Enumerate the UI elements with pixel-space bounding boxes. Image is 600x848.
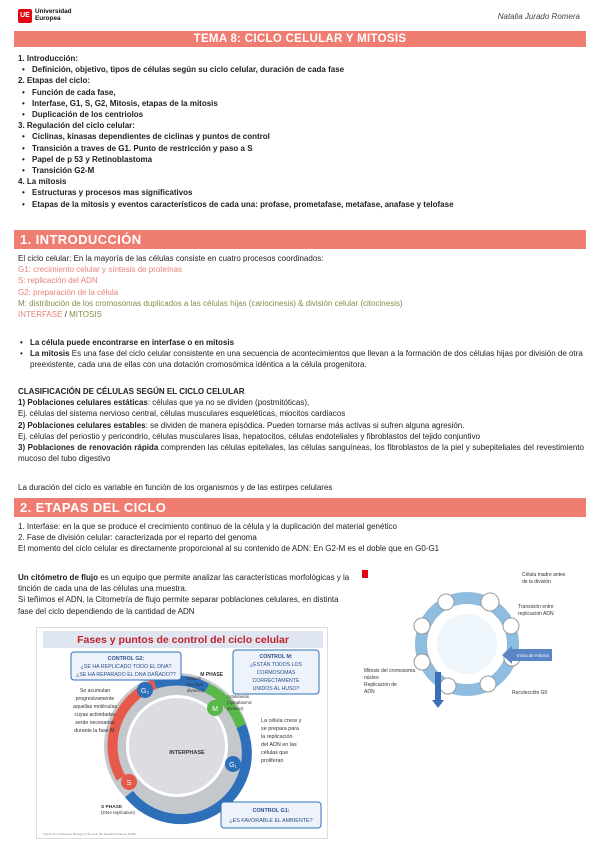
class-static-title: 1) Poblaciones celulares estáticas <box>18 398 148 408</box>
table-of-contents <box>18 53 584 210</box>
phase-s: S: replicación del ADN <box>18 276 98 286</box>
interfase-label: INTERFASE <box>18 310 63 320</box>
cycle-center <box>437 614 497 674</box>
mitosis-label: mitosis <box>187 676 202 681</box>
control-g1-box <box>221 802 321 828</box>
transition-label: replicación ADN <box>518 611 554 617</box>
left-note-line: cuyas actividades <box>74 712 116 718</box>
logo-mark: UE <box>18 9 32 23</box>
author-name: Natalia Jurado Romera <box>497 12 580 21</box>
toc-subitem: • Estructuras y procesos mas significativos <box>18 187 584 198</box>
phase-m: M: distribución de los cromosomas duplicados a las células hijas (cariocinesis) & división celular (citocinesis) <box>18 298 403 308</box>
toc-item-1: 1. Introducción: <box>18 54 78 63</box>
phase-g2: G2: preparación de la célula <box>18 287 119 297</box>
control-g2-q1: ¿SE HA REPLICADO TODO EL DNA? <box>80 664 172 670</box>
cytokinesis-label: (cytoplasmic <box>227 700 253 705</box>
duration-text: La duración del ciclo es variable en función de los organismos y de las estirpes celulares <box>18 483 333 492</box>
left-label: Replicación de <box>364 682 397 688</box>
cell-icon <box>414 654 430 670</box>
cell-icon <box>503 618 519 634</box>
control-m-line: CORRECTAMENTE <box>252 678 300 684</box>
control-g1-title: CONTROL G1: <box>252 808 290 814</box>
page-header <box>0 0 600 30</box>
right-note-line: proliferan <box>261 758 284 764</box>
bottom-label: Recolección G0 <box>512 690 548 696</box>
control-m-line: ¿ESTÁN TODOS LOS <box>250 662 302 668</box>
left-label: núcleo <box>364 675 379 681</box>
right-note-line: se prepara para <box>261 726 300 732</box>
toc-item-4: 4. La mitosis <box>18 177 67 187</box>
class-rapid-desc: comprenden las células epiteliales, las células sanguíneas, los fibroblastos de la piel y subepiteliales del revestimiento mucoso del tubo digestivo <box>18 443 584 464</box>
mitosis-label: (nuclear <box>187 682 204 687</box>
bullet-mitosis-def <box>18 348 584 370</box>
mitosis-definition: Es una fase del ciclo celular consistente en una secuencia de acontecimientos que llevan a la formación de dos células hijas por división de otra preexistente, cada una de ellas con una dotación cromosómica idéntica a la célula progenitora. <box>30 349 583 370</box>
cytometer-bold: Un citómetro de flujo <box>18 573 98 582</box>
cell-division-figure <box>362 566 584 710</box>
right-note-line: la replicación <box>261 734 293 740</box>
control-m-line: CORMOSOMAS <box>256 670 296 676</box>
cytometer-def <box>18 572 352 594</box>
mitosis-arrow-label: Inicio de mitosis <box>516 653 550 658</box>
cytokinesis-label: division) <box>227 706 244 711</box>
cell-icon <box>414 618 430 634</box>
red-tab <box>362 570 368 578</box>
university-logo <box>18 9 72 23</box>
toc-subitem: • Función de cada fase, <box>18 87 584 98</box>
bullet-interfase-mitosis: • La célula puede encontrarse en interfase o en mitosis <box>18 337 584 348</box>
control-m-title: CONTROL M: <box>259 654 293 660</box>
down-arrow-shaft <box>435 672 441 700</box>
toc-subitem: • Duplicación de los centriolos <box>18 109 584 120</box>
top-label: de la división <box>522 579 551 585</box>
cell-icon <box>438 594 454 610</box>
left-note-line: serán necesarias <box>75 720 115 726</box>
top-label: Célula madre antes <box>522 572 566 578</box>
s-phase-label: S PHASE <box>101 805 123 810</box>
mitosis-bold: La mitosis <box>30 349 70 359</box>
toc-subitem: • Ciclinas, kinasas dependientes de ciclinas y puntos de control <box>18 131 584 142</box>
mitosis-label: MITOSIS <box>69 310 102 320</box>
section-1-intro <box>18 253 584 320</box>
toc-subitem: • Transición a traves de G1. Punto de restricción y paso a S <box>18 143 584 154</box>
toc-subitem: • Interfase, G1, S, G2, Mitosis, etapas de la mitosis <box>18 98 584 109</box>
mitosis-label: division) <box>187 688 204 693</box>
toc-item-3: 3. Regulación del ciclo celular: <box>18 121 135 131</box>
cytokinesis-label: cytokinesis <box>227 694 250 699</box>
logo-line-2: Europea <box>35 15 61 22</box>
division-diagram <box>362 566 584 710</box>
class-rapid-title: 3) Poblaciones de renovación rápida <box>18 443 159 453</box>
right-note-line: células que <box>261 750 289 756</box>
s-node-label: S <box>126 780 132 787</box>
g2-node-label: G₂ <box>140 688 150 695</box>
page-title: TEMA 8: CICLO CELULAR Y MITOSIS <box>14 31 586 47</box>
left-note-line: aquellas moléculas <box>72 704 118 710</box>
toc-subitem: • Transición G2-M <box>18 165 584 176</box>
cell-cycle-diagram <box>37 628 328 839</box>
phase-g1: G1: crecimiento celular y síntesis de proteínas <box>18 265 183 275</box>
transition-label: Transición entre <box>518 604 554 610</box>
toc-subitem: • Papel de p 53 y Retinoblastoma <box>18 154 584 165</box>
cell-icon <box>480 676 496 692</box>
cytometer-dna: Si teñimos el ADN, la Citometría de flujo permite separar poblaciones celulares, en distinta fase del ciclo dependiendo de la cantidad de ADN <box>18 595 339 616</box>
flow-cytometer-text <box>18 572 352 617</box>
stage-division: 2. Fase de división celular: caracterizada por el reparto del genoma <box>18 533 257 543</box>
cytometer-desc: es un equipo que permite analizar las características morfológicas y la tinción de cada una de las células una muestra. <box>18 573 350 594</box>
duration-note <box>18 482 584 493</box>
left-label: Mitosis del cromosoma <box>364 668 416 674</box>
classification-title: CLASIFICACIÓN DE CÉLULAS SEGÚN EL CICLO CELULAR <box>18 387 245 396</box>
logo-line-1: Universidad <box>35 8 72 16</box>
left-note-line: Se acumulan <box>79 688 111 694</box>
right-note-line: La célula crece y <box>261 718 302 724</box>
section-2-heading: 2. ETAPAS DEL CICLO <box>14 498 586 517</box>
left-note-line: durante la fase M. <box>74 728 116 734</box>
interfase-mitosis <box>18 309 584 320</box>
cell-icon <box>481 593 499 611</box>
down-arrow-head <box>432 700 444 708</box>
left-note-line: progresivamente <box>75 696 115 702</box>
section-1-bullets <box>18 337 584 371</box>
section-2-intro <box>18 521 584 555</box>
slash: / <box>62 310 70 320</box>
stage-interfase: 1. Interfase: en la que se produce el crecimiento continuo de la célula y la duplicación del material genético <box>18 522 397 531</box>
control-g2-q2: ¿SE HA REPARADO EL DNA DAÑADO?? <box>76 672 176 678</box>
control-g1-q: ¿ES FAVORABLE EL AMBIENTE? <box>229 818 313 824</box>
section-1-heading: 1. INTRODUCCIÓN <box>14 230 586 249</box>
class-static <box>18 397 584 408</box>
interphase-label: INTERPHASE <box>169 750 205 756</box>
toc-subitem: • Definición, objetivo, tipos de células según su ciclo celular, duración de cada fase <box>18 64 584 75</box>
class-stable-example: Ej. células del periostio y pericondrio, células musculares lisas, hepatocitos, células endoteliales y fibroblastos del tejido conjuntivo <box>18 431 481 441</box>
m-node-label: M <box>212 706 218 713</box>
right-note-line: del ADN en las <box>261 742 297 748</box>
class-stable-title: 2) Poblaciones celulares estables <box>18 420 146 430</box>
classification-block <box>18 386 584 464</box>
class-stable <box>18 420 584 431</box>
cycle-intro: El ciclo celular: En la mayoría de las células consiste en cuatro procesos coordinados: <box>18 254 324 263</box>
cell-icon <box>440 678 456 694</box>
cell-cycle-control-figure <box>36 627 328 839</box>
g1-node-label: G₁ <box>229 762 237 769</box>
figure-title: Fases y puntos de control del ciclo celular <box>77 634 289 646</box>
class-static-example: Ej. células del sistema nervioso central, células musculares esqueléticas, miocitos cardiacos <box>18 409 346 419</box>
control-m-line: UNIDOS AL HUSO? <box>252 686 300 692</box>
class-static-desc: : células que ya no se dividen (postmitóticas), <box>147 398 310 408</box>
class-stable-desc: : se dividen de manera episódica. Pueden tornarse más activas si sufren alguna agresión. <box>145 420 465 430</box>
dna-content-note: El momento del ciclo celular es directamente proporcional al su contenido de ADN: En G2-M es el doble que en G0-G1 <box>18 544 440 554</box>
left-label: ADN <box>364 689 375 695</box>
toc-subitem: • Etapas de la mitosis y eventos característicos de cada una: profase, prometafase, metafase, anafase y telofase <box>18 199 584 210</box>
m-phase-label: M PHASE <box>200 672 223 678</box>
control-g2-title: CONTROL G2: <box>107 656 145 662</box>
class-rapid <box>18 442 584 464</box>
toc-item-2: 2. Etapas del ciclo: <box>18 76 91 86</box>
s-phase-sub: (DNA replication) <box>101 810 136 815</box>
figure-caption: Figure 17-4 Molecular Biology of the Cell, 5/e (Garland Science 2008) <box>43 832 136 836</box>
